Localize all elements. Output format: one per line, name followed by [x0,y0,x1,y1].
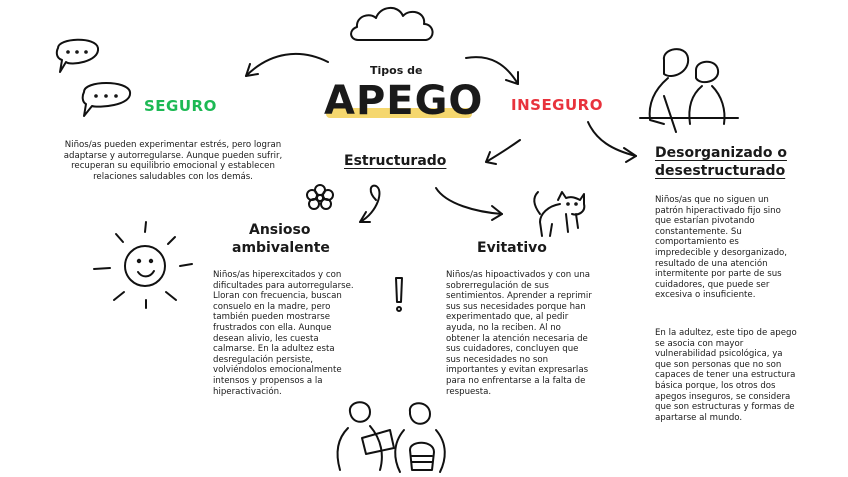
arrow-to-estructurado [486,140,520,162]
speech-bubble-icon-2 [83,83,130,116]
arrow-to-seguro [246,54,328,76]
sun-icon [94,222,192,308]
evitativo-text: Niños/as hipoactivados y con una sobrerregulación de sus sentimientos. Aprender a reprimir sus sus necesidades porque han experimentado que, al pedir ayuda, no la reciben. Al no obtener la atención necesaria de sus cuidadores, concluyen que sus necesidades no son importantes y evitan expresarlas para no enfrentarse a la falta de respuesta. [446,270,592,397]
ansioso-label-1: Ansioso [249,222,311,238]
ansioso-text: Niños/as hiperexcitados y con dificultades para autorregularse. Lloran con frecuencia, buscan consuelo en la madre, pero también pueden mostrarse frustrados con ella. Aunque desean alivio, les cuesta calmarse. En la adultez esta desregulación persiste, volviéndolos emocionalmente intensos y propensos a la hiperactivación. [213,270,354,397]
arrow-to-evitativo [436,188,502,214]
seguro-text: Niños/as pueden experimentar estrés, pero logran adaptarse y autorregularse. Aunque pueden sufrir, recuperan su equilibrio emocional y establecen relaciones saludables con los demás. [63,140,283,182]
inseguro-label: INSEGURO [511,96,603,114]
seguro-label: SEGURO [144,97,217,115]
exclamation-icon [396,278,402,311]
page-title: APEGO [324,78,484,124]
desorganizado-text-2: En la adultez, este tipo de apego se asocia con mayor vulnerabilidad psicológica, ya que son personas que no son capaces de tener una estructura básica porque, los otros dos apegos inseguros, se considera que son estructuras y formas de apartarse al mundo. [655,328,797,423]
evitativo-label: Evitativo [477,240,547,256]
desorganizado-text-1: Niños/as que no siguen un patrón hiperactivado fijo sino que estarían pivotando constantemente. Su comportamiento es impredecible y desorganizado, resultado de una atención intermitente por parte de sus cuidadores, que puede ser excesiva o insuficiente. [655,195,788,301]
cloud-icon [351,8,432,40]
desorganizado-label-2: desestructurado [655,163,786,179]
people-bottom-icon [338,402,445,472]
estructurado-label: Estructurado [344,153,447,169]
title-small: Tipos de [370,64,423,77]
flower-icon [307,185,333,209]
cat-icon [534,192,584,236]
speech-bubble-icon [57,40,98,72]
desorganizado-label-1: Desorganizado o [655,145,787,161]
ansioso-label-2: ambivalente [232,240,330,256]
people-icon [640,49,738,132]
